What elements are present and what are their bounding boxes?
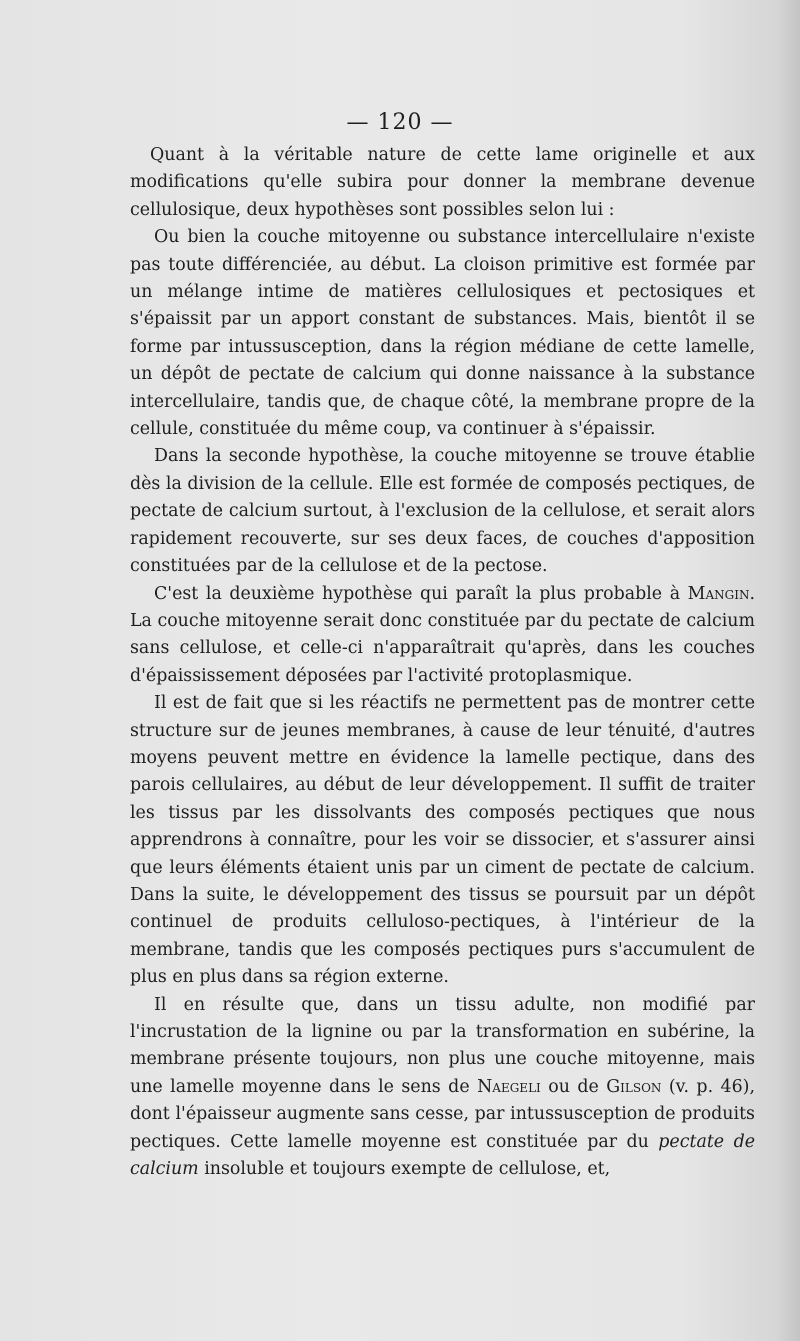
paragraph-text: . La couche mitoyenne serait donc constituée par du pectate de calcium sans cellulose, et celle-ci n'apparaîtrait qu'après, dans les couches d'épaississement déposées par l'activité protoplasmique. [130, 583, 755, 686]
paragraph [130, 142, 755, 224]
author-name: Mangin [687, 583, 750, 604]
paragraph [130, 443, 755, 580]
paragraph-text: Dans la seconde hypothèse, la couche mitoyenne se trouve établie dès la division de la cellule. Elle est formée de composés pectiques, de pectate de calcium surtout, à l'exclusion de la cellulose, et serait alors rapidement recouverte, sur ses deux faces, de couches d'apposition constituées par de la cellulose et de la pectose. [130, 446, 755, 577]
paragraph-text: Il en résulte que, dans un tissu adulte, non modifié par l'incrustation de la lignine ou par la transformation en subérine, la membrane présente toujours, non plus une couche mitoyenne, mais une lamelle moyenne dans le sens de [130, 994, 755, 1097]
author-name: Gilson [606, 1076, 662, 1097]
paragraph-text: ou de [540, 1076, 607, 1097]
paragraph [130, 690, 755, 991]
body-text [130, 142, 755, 1183]
paragraph-text: Quant à la véritable nature de cette lame originelle et aux modifications qu'elle subira pour donner la membrane devenue cellulosique, deux hypothèses sont possibles selon lui : [130, 145, 755, 220]
paragraph-text: (v. p. 46), dont l'épaisseur augmente sans cesse, par intussusception de produits pectiques. Cette lamelle moyenne est constituée par du [130, 1076, 755, 1152]
paragraph-text: C'est la deuxième hypothèse qui paraît la plus probable à [154, 583, 688, 604]
author-name: Naegeli [477, 1076, 541, 1097]
paragraph-text: Ou bien la couche mitoyenne ou substance intercellulaire n'existe pas toute différenciée, au début. La cloison primitive est formée par un mélange intime de matières cellulosiques et pectosiques et s'épaissit par un apport constant de substances. Mais, bientôt il se forme par intussusception, dans la région médiane de cette lamelle, un dépôt de pectate de calcium qui donne naissance à la substance intercellulaire, tandis que, de chaque côté, la membrane propre de la cellule, constituée du même coup, va continuer à s'épaissir. [130, 227, 755, 440]
paragraph [130, 224, 755, 443]
emphasis-text: pectate de calcium [130, 1131, 755, 1180]
paragraph [130, 581, 755, 691]
page-number: — 120 — [346, 110, 454, 135]
paragraph-text: insoluble et toujours exempte de cellulose, et, [198, 1159, 611, 1180]
paragraph [130, 992, 755, 1184]
paragraph-text: Il est de fait que si les réactifs ne permettent pas de montrer cette structure sur de jeunes membranes, à cause de leur ténuité, d'autres moyens peuvent mettre en évidence la lamelle pectique, dans des parois cellulaires, au début de leur développement. Il suffit de traiter les tissus par les dissolvants des composés pectiques que nous apprendrons à connaître, pour les voir se dissocier, et s'assurer ainsi que leurs éléments étaient unis par un ciment de pectate de calcium. Dans la suite, le développement des tissus se poursuit par un dépôt continuel de produits celluloso-pectiques, à l'intérieur de la membrane, tandis que les composés pectiques purs s'accumulent de plus en plus dans sa région externe. [130, 693, 755, 988]
